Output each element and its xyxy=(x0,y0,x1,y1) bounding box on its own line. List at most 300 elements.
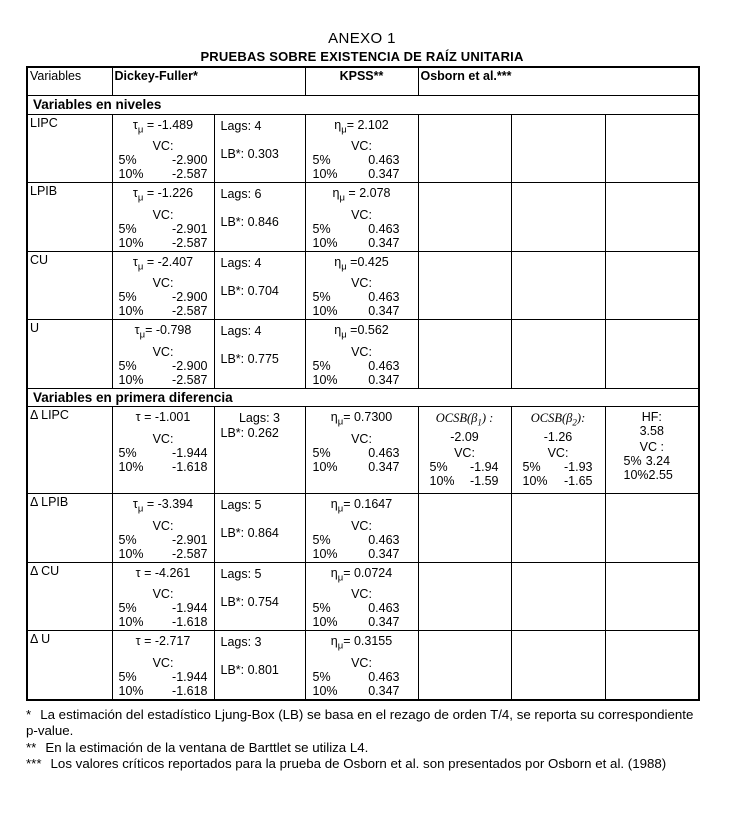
crit-10pct xyxy=(115,547,212,561)
lags-label: Lags: 6 xyxy=(220,187,262,201)
tau-symbol: τ xyxy=(132,254,138,269)
crit-pct: 10% xyxy=(118,372,144,387)
dickey-fuller-cell xyxy=(112,407,214,494)
stat-line xyxy=(308,495,416,517)
stat-value: = 2.078 xyxy=(344,186,391,200)
ocsb2-value: -1.26 xyxy=(543,429,573,444)
stat-line xyxy=(115,495,212,517)
crit-5pct xyxy=(308,153,416,167)
crit-value: 0.463 xyxy=(368,290,400,304)
ocsb-label: OCSB(β xyxy=(530,411,573,425)
crit-value: 0.463 xyxy=(368,532,400,547)
crit-value: -1.618 xyxy=(172,615,208,629)
crit-pct: 5% xyxy=(312,153,331,167)
crit-10pct xyxy=(115,373,212,387)
section-header-niveles xyxy=(27,95,699,114)
footnote xyxy=(26,740,702,757)
crit-pct: 10% xyxy=(118,683,144,698)
hf-title: HF: xyxy=(641,410,662,424)
tau-symbol: τ xyxy=(135,410,141,424)
crit-pct: 5% xyxy=(118,358,137,373)
crit-pct: 5% xyxy=(118,290,137,304)
crit-value: -2.587 xyxy=(172,546,208,561)
vc-label: VC: xyxy=(351,207,372,222)
crit-value: -1.944 xyxy=(172,601,208,615)
crit-value: 0.463 xyxy=(368,153,400,167)
crit-pct: 10% xyxy=(522,473,548,488)
mu-subscript: μ xyxy=(341,261,347,272)
header-osborn: Osborn et al.*** xyxy=(418,67,699,95)
mu-subscript: μ xyxy=(137,261,144,272)
stat-value: = -1.001 xyxy=(140,410,191,424)
eta-symbol: η xyxy=(334,117,342,132)
crit-pct: 10% xyxy=(118,459,144,474)
vc-label: VC: xyxy=(152,431,174,446)
lags-label: Lags: 3 xyxy=(220,635,262,649)
tau-symbol: τ xyxy=(134,323,140,337)
lags-label: Lags: 4 xyxy=(220,118,262,133)
osborn-hf-cell xyxy=(605,407,699,494)
empty-cell xyxy=(605,320,699,389)
vc-label: VC: xyxy=(351,431,372,446)
osborn-ocsb2-cell xyxy=(511,407,605,494)
variable-cell: CU xyxy=(27,251,112,320)
crit-value: -1.618 xyxy=(172,459,208,474)
crit-10pct xyxy=(514,474,603,488)
table-row xyxy=(27,183,699,252)
crit-value: -2.901 xyxy=(172,532,208,547)
crit-pct: 5% xyxy=(312,358,331,373)
crit-pct: 5% xyxy=(312,290,331,304)
mu-subscript: μ xyxy=(337,416,344,428)
beta1-subscript: 1 xyxy=(477,417,482,428)
vc-label: VC : xyxy=(639,440,664,454)
variable-cell: LIPC xyxy=(27,114,112,183)
empty-cell xyxy=(511,562,605,631)
stat-line xyxy=(115,564,212,586)
empty-cell xyxy=(418,562,511,631)
footnote xyxy=(26,707,702,740)
tau-symbol: τ xyxy=(135,634,141,648)
stat-value: = 0.0724 xyxy=(343,565,393,580)
empty-cell xyxy=(511,631,605,700)
crit-10pct xyxy=(115,304,212,318)
stat-line xyxy=(115,408,212,430)
stat-value: = 0.3155 xyxy=(343,634,393,648)
ocsb-label-close: ) : xyxy=(481,411,494,425)
lags-label: Lags: 3 xyxy=(238,411,280,425)
crit-5pct xyxy=(308,533,416,547)
footnote xyxy=(26,756,702,773)
kpss-cell xyxy=(305,562,418,631)
stat-value: = -2.407 xyxy=(143,254,194,269)
crit-5pct xyxy=(115,533,212,547)
empty-cell xyxy=(418,631,511,700)
variable-cell: Δ CU xyxy=(27,562,112,631)
crit-5pct xyxy=(308,446,416,460)
crit-value: -2.901 xyxy=(172,221,208,236)
crit-pct: 5% xyxy=(312,601,331,615)
dickey-fuller-cell xyxy=(112,114,214,183)
table-row xyxy=(27,494,699,563)
crit-pct: 10% xyxy=(312,459,338,474)
dickey-fuller-cell xyxy=(112,320,214,389)
empty-cell xyxy=(418,114,511,183)
mu-subscript: μ xyxy=(137,503,144,515)
stat-value: = -4.261 xyxy=(140,565,191,580)
stat-line xyxy=(308,116,416,138)
variable-cell: Δ LPIB xyxy=(27,494,112,563)
crit-10pct xyxy=(308,684,416,698)
footnote-text: En la estimación de la ventana de Barttlet se utiliza L4. xyxy=(45,739,369,755)
header-row xyxy=(27,67,699,95)
crit-pct: 5% xyxy=(118,221,137,236)
crit-pct: 10% xyxy=(429,473,455,488)
variable-cell: Δ U xyxy=(27,631,112,700)
crit-value: -1.618 xyxy=(172,683,208,698)
kpss-cell xyxy=(305,320,418,389)
crit-10pct xyxy=(115,684,212,698)
unit-root-table xyxy=(26,66,700,701)
table-row xyxy=(27,114,699,183)
lags-label: Lags: 5 xyxy=(220,566,262,581)
stat-value: = -1.489 xyxy=(143,117,194,132)
crit-value: 0.347 xyxy=(368,235,400,250)
crit-5pct xyxy=(115,601,212,615)
ljung-box-label: LB*: 0.754 xyxy=(220,594,279,609)
lags-cell xyxy=(214,562,305,631)
crit-value: -1.59 xyxy=(470,473,499,488)
lags-label: Lags: 4 xyxy=(220,255,262,270)
crit-10pct xyxy=(308,547,416,561)
page-subtitle: PRUEBAS SOBRE EXISTENCIA DE RAÍZ UNITARIA xyxy=(200,49,524,64)
mu-subscript: μ xyxy=(137,192,144,204)
lags-label: Lags: 4 xyxy=(220,324,262,338)
stat-value: = -3.394 xyxy=(143,497,194,511)
crit-pct: 10% xyxy=(312,683,338,698)
crit-value: 2.55 xyxy=(648,468,673,482)
empty-cell xyxy=(511,114,605,183)
tau-symbol: τ xyxy=(135,565,141,580)
eta-symbol: η xyxy=(330,497,338,511)
crit-pct: 5% xyxy=(312,445,331,460)
lags-cell xyxy=(214,494,305,563)
crit-10pct xyxy=(308,236,416,250)
empty-cell xyxy=(605,494,699,563)
crit-5pct xyxy=(115,670,212,684)
lags-label: Lags: 5 xyxy=(220,498,262,512)
crit-value: -2.900 xyxy=(172,290,208,304)
vc-label: VC: xyxy=(152,655,174,670)
footnote-marker: *** xyxy=(26,756,42,771)
kpss-cell xyxy=(305,114,418,183)
page-title: ANEXO 1 xyxy=(328,30,396,47)
dickey-fuller-cell xyxy=(112,494,214,563)
crit-pct: 10% xyxy=(312,615,338,629)
mu-subscript: μ xyxy=(337,503,344,515)
vc-label: VC: xyxy=(152,276,174,290)
crit-value: 0.463 xyxy=(368,221,400,236)
crit-5pct xyxy=(115,153,212,167)
crit-5pct xyxy=(115,359,212,373)
empty-cell xyxy=(511,251,605,320)
stat-value: =0.562 xyxy=(346,323,389,337)
kpss-cell xyxy=(305,251,418,320)
empty-cell xyxy=(418,251,511,320)
ocsb-label-close: ): xyxy=(576,411,586,425)
empty-cell xyxy=(605,631,699,700)
stat-value: = -1.226 xyxy=(143,186,194,200)
crit-value: -1.944 xyxy=(172,445,208,460)
tau-symbol: τ xyxy=(132,186,138,200)
section-header-primera-diferencia xyxy=(27,389,699,407)
tau-symbol: τ xyxy=(132,497,138,511)
crit-value: -1.944 xyxy=(172,669,208,684)
crit-value: 0.347 xyxy=(368,459,400,474)
crit-pct: 5% xyxy=(312,221,331,236)
stat-line xyxy=(308,408,416,430)
dickey-fuller-cell xyxy=(112,251,214,320)
kpss-cell xyxy=(305,183,418,252)
eta-symbol: η xyxy=(330,634,338,648)
crit-pct: 5% xyxy=(118,601,137,615)
variable-cell: LPIB xyxy=(27,183,112,252)
stat-line xyxy=(308,564,416,586)
header-variables: Variables xyxy=(27,67,112,95)
vc-label: VC: xyxy=(351,518,372,533)
crit-value: -2.900 xyxy=(172,153,208,167)
osborn-ocsb1-cell xyxy=(418,407,511,494)
empty-cell xyxy=(605,562,699,631)
mu-subscript: μ xyxy=(137,124,144,135)
crit-pct: 10% xyxy=(118,235,144,250)
crit-value: 0.463 xyxy=(368,601,400,615)
stat-line xyxy=(115,321,212,343)
stat-value: = 0.7300 xyxy=(343,410,393,424)
crit-5pct xyxy=(514,460,603,474)
crit-5pct xyxy=(308,670,416,684)
vc-label: VC: xyxy=(152,139,174,153)
crit-value: -2.900 xyxy=(172,358,208,373)
header-kpss: KPSS** xyxy=(305,67,418,95)
crit-10pct xyxy=(608,468,697,482)
vc-label: VC: xyxy=(454,445,475,460)
ljung-box-label: LB*: 0.864 xyxy=(220,526,279,540)
lags-cell xyxy=(214,407,305,494)
empty-cell xyxy=(605,183,699,252)
crit-10pct xyxy=(308,167,416,181)
crit-10pct xyxy=(421,474,509,488)
vc-label: VC: xyxy=(351,587,372,601)
crit-5pct xyxy=(115,222,212,236)
eta-symbol: η xyxy=(332,186,340,200)
crit-10pct xyxy=(115,167,212,181)
variable-cell: Δ LIPC xyxy=(27,407,112,494)
footnote-text: Los valores críticos reportados para la prueba de Osborn et al. son presentados por Osborn et al. (1988) xyxy=(50,756,667,771)
crit-value: 0.347 xyxy=(368,167,400,181)
crit-pct: 5% xyxy=(429,459,448,474)
empty-cell xyxy=(418,320,511,389)
document-page xyxy=(26,30,698,701)
crit-pct: 5% xyxy=(623,454,642,468)
kpss-cell xyxy=(305,494,418,563)
crit-value: 0.463 xyxy=(368,358,400,373)
crit-10pct xyxy=(308,304,416,318)
header-dickey-fuller: Dickey-Fuller* xyxy=(112,67,305,95)
crit-value: -1.93 xyxy=(564,459,593,474)
crit-10pct xyxy=(115,236,212,250)
crit-5pct xyxy=(421,460,509,474)
variable-cell: U xyxy=(27,320,112,389)
lags-cell xyxy=(214,114,305,183)
crit-value: -2.587 xyxy=(172,167,208,181)
crit-5pct xyxy=(308,601,416,615)
crit-pct: 10% xyxy=(312,372,338,387)
stat-value: = -2.717 xyxy=(140,634,191,648)
ljung-box-label: LB*: 0.303 xyxy=(220,146,279,161)
crit-10pct xyxy=(115,460,212,474)
crit-pct: 5% xyxy=(118,445,137,460)
stat-line xyxy=(308,253,416,275)
vc-label: VC: xyxy=(547,445,569,460)
crit-10pct xyxy=(308,615,416,629)
crit-5pct xyxy=(308,359,416,373)
eta-symbol: η xyxy=(334,254,342,269)
crit-10pct xyxy=(115,615,212,629)
ocsb2-title xyxy=(514,408,603,430)
footnotes xyxy=(26,707,702,773)
crit-value: 0.463 xyxy=(368,445,400,460)
crit-pct: 10% xyxy=(118,304,144,318)
beta2-subscript: 2 xyxy=(572,417,577,428)
vc-label: VC: xyxy=(152,587,174,601)
crit-5pct xyxy=(115,446,212,460)
ljung-box-label: LB*: 0.801 xyxy=(220,663,279,677)
crit-value: -2.587 xyxy=(172,235,208,250)
lags-cell xyxy=(214,320,305,389)
crit-5pct xyxy=(608,454,697,468)
crit-pct: 10% xyxy=(312,546,338,561)
crit-5pct xyxy=(115,290,212,304)
crit-value: 0.347 xyxy=(368,546,400,561)
crit-value: -2.587 xyxy=(172,372,208,387)
crit-pct: 5% xyxy=(118,532,137,547)
crit-pct: 5% xyxy=(118,669,137,684)
crit-10pct xyxy=(308,373,416,387)
eta-symbol: η xyxy=(330,565,338,580)
empty-cell xyxy=(511,494,605,563)
stat-value: = 0.1647 xyxy=(343,497,393,511)
mu-subscript: μ xyxy=(339,192,345,204)
hf-value: 3.58 xyxy=(639,424,664,438)
empty-cell xyxy=(418,494,511,563)
kpss-cell xyxy=(305,631,418,700)
crit-pct: 10% xyxy=(312,235,338,250)
crit-pct: 10% xyxy=(118,546,144,561)
crit-pct: 10% xyxy=(623,468,649,482)
crit-pct: 10% xyxy=(312,167,338,181)
stat-value: =0.425 xyxy=(346,254,389,269)
ljung-box-label: LB*: 0.704 xyxy=(220,283,279,298)
crit-pct: 10% xyxy=(312,304,338,318)
crit-pct: 5% xyxy=(522,459,541,474)
mu-subscript: μ xyxy=(341,329,347,341)
vc-label: VC: xyxy=(351,276,372,290)
mu-subscript: μ xyxy=(337,572,344,583)
tau-symbol: τ xyxy=(132,117,138,132)
vc-label: VC: xyxy=(351,139,372,153)
crit-pct: 5% xyxy=(312,532,331,547)
stat-line xyxy=(115,632,212,654)
vc-label: VC: xyxy=(351,655,372,670)
mu-subscript: μ xyxy=(341,124,347,135)
stat-value: = 2.102 xyxy=(346,117,389,132)
table-row xyxy=(27,320,699,389)
empty-cell xyxy=(418,183,511,252)
stat-line xyxy=(115,116,212,138)
ocsb1-value: -2.09 xyxy=(450,429,479,444)
ljung-box-label: LB*: 0.262 xyxy=(220,426,279,440)
dickey-fuller-cell xyxy=(112,631,214,700)
vc-label: VC: xyxy=(152,207,174,222)
stat-line xyxy=(115,253,212,275)
stat-line xyxy=(308,321,416,343)
lags-cell xyxy=(214,183,305,252)
footnote-text: La estimación del estadístico Ljung-Box (LB) se basa en el rezago de orden T/4, se reporta su correspondiente p-value. xyxy=(26,706,694,738)
empty-cell xyxy=(511,320,605,389)
stat-line xyxy=(115,184,212,206)
footnote-marker: ** xyxy=(26,739,37,755)
dickey-fuller-cell xyxy=(112,183,214,252)
crit-10pct xyxy=(308,460,416,474)
dickey-fuller-cell xyxy=(112,562,214,631)
crit-5pct xyxy=(308,222,416,236)
lags-cell xyxy=(214,631,305,700)
eta-symbol: η xyxy=(334,323,342,337)
ljung-box-label: LB*: 0.846 xyxy=(220,215,279,229)
crit-value: 3.24 xyxy=(645,454,671,468)
eta-symbol: η xyxy=(330,410,338,424)
stat-line xyxy=(308,184,416,206)
kpss-cell xyxy=(305,407,418,494)
section-title: Variables en niveles xyxy=(27,95,699,114)
lags-cell xyxy=(214,251,305,320)
crit-value: 0.347 xyxy=(368,372,400,387)
mu-subscript: μ xyxy=(337,640,344,652)
vc-label: VC: xyxy=(351,344,372,359)
table-row xyxy=(27,407,699,494)
section-title: Variables en primera diferencia xyxy=(27,389,699,407)
empty-cell xyxy=(511,183,605,252)
empty-cell xyxy=(605,251,699,320)
vc-label: VC: xyxy=(152,518,174,533)
crit-value: 0.347 xyxy=(368,304,400,318)
ocsb1-title xyxy=(421,408,509,430)
table-row xyxy=(27,251,699,320)
stat-line xyxy=(308,632,416,654)
empty-cell xyxy=(605,114,699,183)
crit-value: -1.94 xyxy=(470,459,499,474)
footnote-marker: * xyxy=(26,706,32,722)
crit-value: -2.587 xyxy=(172,304,208,318)
crit-pct: 10% xyxy=(118,615,144,629)
ljung-box-label: LB*: 0.775 xyxy=(220,352,279,366)
crit-5pct xyxy=(308,290,416,304)
crit-pct: 5% xyxy=(312,669,331,684)
crit-value: 0.347 xyxy=(368,615,400,629)
mu-subscript: μ xyxy=(139,329,146,341)
crit-value: 0.347 xyxy=(368,683,400,698)
